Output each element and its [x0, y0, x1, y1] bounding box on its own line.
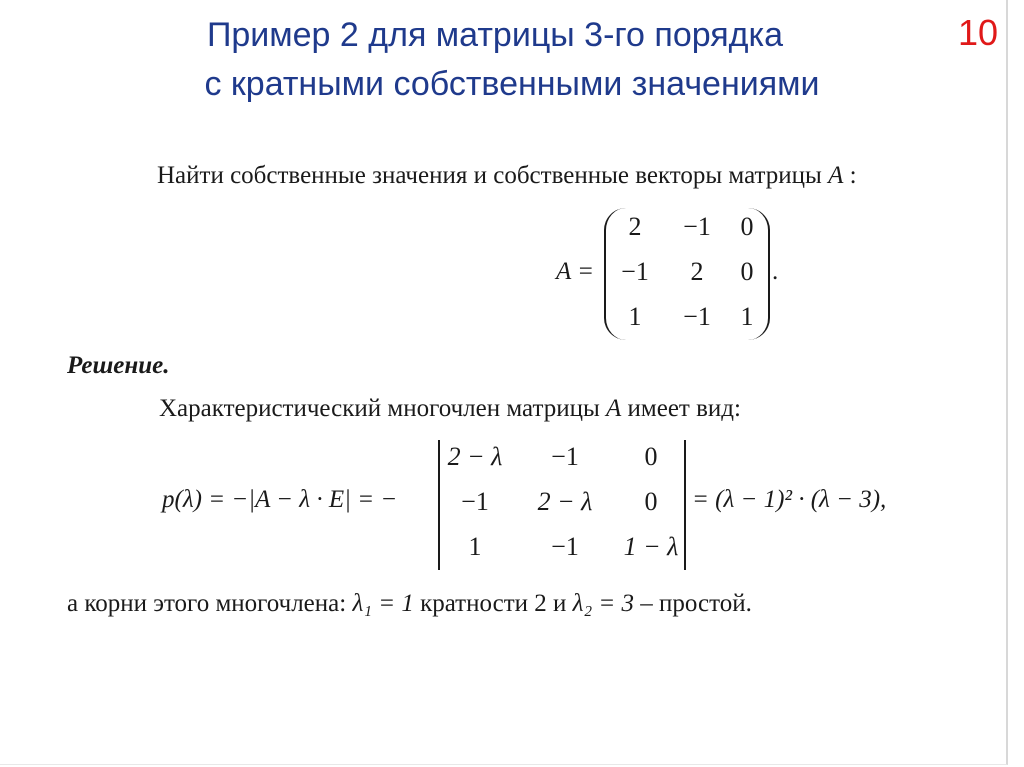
poly-rhs: = (λ − 1)² · (λ − 3), — [692, 486, 887, 513]
slide-title-line2: с кратными собственными значениями — [204, 65, 820, 103]
det-cell: 0 — [644, 487, 658, 516]
matrix-period: . — [772, 258, 779, 285]
slide-number: 10 — [958, 12, 999, 53]
solution-intro-var: A — [606, 395, 622, 422]
det-cell: −1 — [461, 487, 489, 516]
matrix-cell: −1 — [621, 257, 649, 286]
solution-intro — [159, 395, 741, 423]
problem-sentence: Найти собственные значения и собственные векторы матрицы — [157, 162, 822, 189]
det-cell: 1 — [468, 532, 482, 561]
matrix-cell: 0 — [740, 212, 754, 241]
det-cell: 2 − λ — [447, 442, 503, 471]
matrix-cell: 2 — [690, 257, 704, 286]
problem-matrix-name: A — [828, 162, 844, 189]
matrix-cell: 2 — [628, 212, 642, 241]
root1: λ₁ = 1 — [352, 590, 414, 617]
slide-title-line1: Пример 2 для матрицы 3-го порядка — [206, 16, 784, 54]
matrix-cell: −1 — [683, 212, 711, 241]
det-cell: 0 — [644, 442, 658, 471]
problem-colon: : — [849, 162, 857, 189]
root2: λ₂ = 3 — [572, 590, 635, 617]
solution-intro-end: имеет вид: — [627, 395, 741, 422]
det-cell: −1 — [551, 532, 579, 561]
roots-line — [67, 590, 752, 618]
root1-desc: кратности 2 и — [420, 590, 567, 617]
solution-intro-text: Характеристический многочлен матрицы — [159, 395, 600, 422]
det-cell: −1 — [551, 442, 579, 471]
solution-heading: Решение. — [67, 352, 170, 379]
det-cell: 2 − λ — [537, 487, 593, 516]
matrix-cell: −1 — [683, 302, 711, 331]
roots-text: а корни этого многочлена: — [67, 590, 347, 617]
matrix-cell: 1 — [628, 302, 642, 331]
root2-desc: – простой. — [640, 590, 752, 617]
poly-lhs: p(λ) = −|A − λ · E| = − — [162, 486, 398, 513]
matrix-cell: 1 — [740, 302, 754, 331]
det-cell: 1 − λ — [623, 532, 679, 561]
problem-text — [157, 162, 857, 190]
matrix-cell: 0 — [740, 257, 754, 286]
matrix-label: A = — [556, 258, 594, 285]
